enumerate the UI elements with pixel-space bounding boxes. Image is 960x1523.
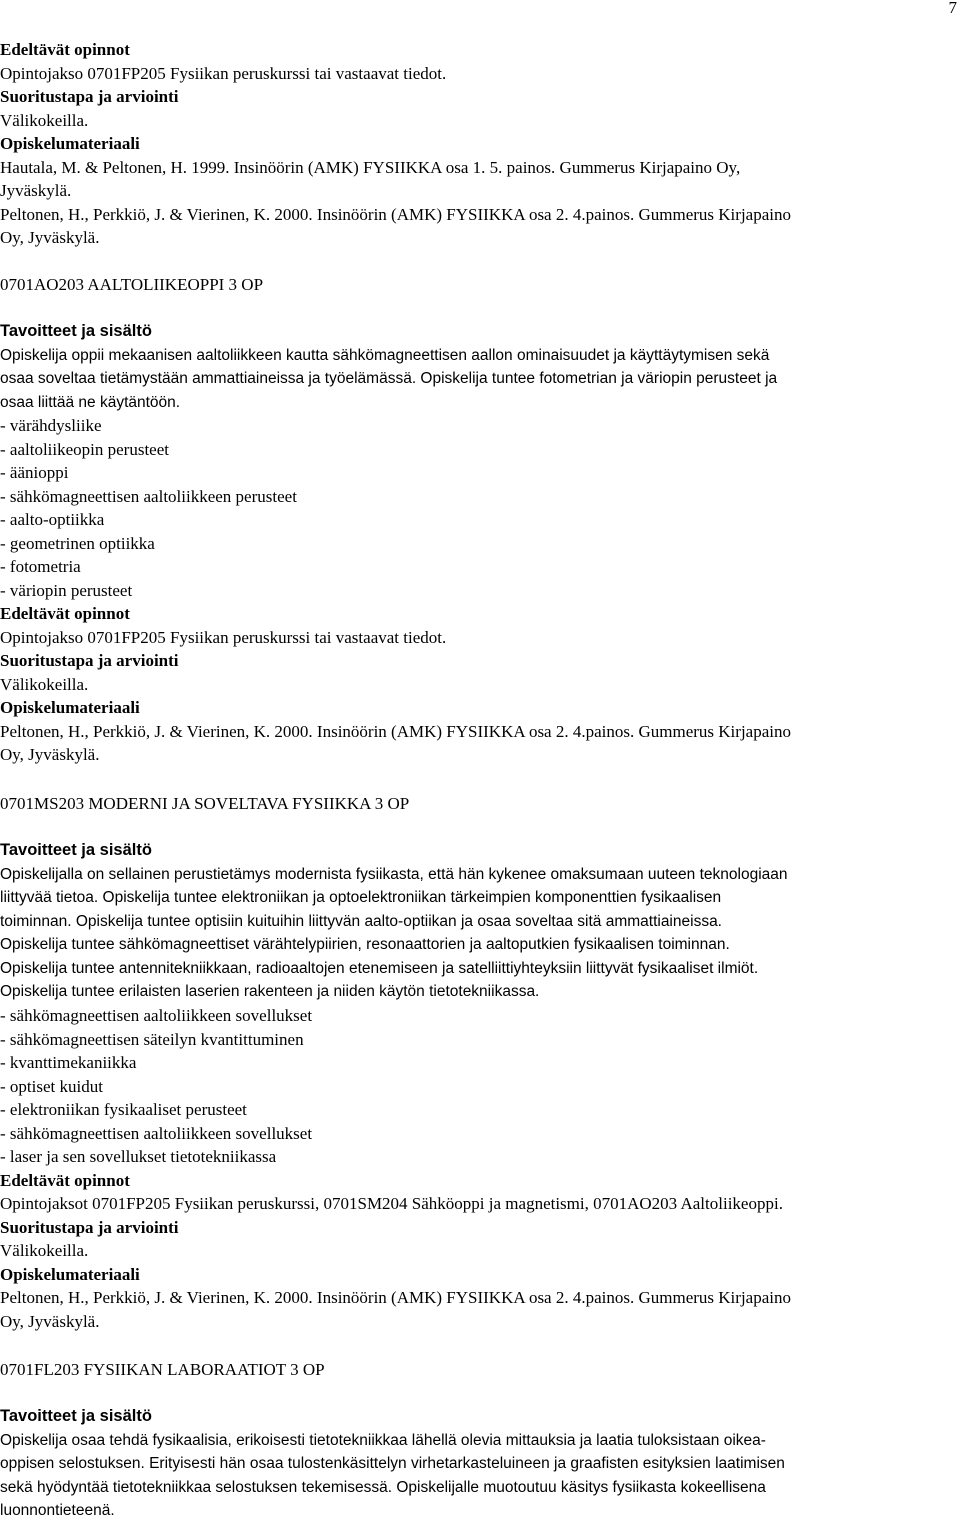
course-aaltoliikeoppi-goals xyxy=(0,320,958,414)
goals-text: oppisen selostuksen. Erityisesti hän osaa tulostenkäsittelyn virhetarkasteluineen ja graafisten esityksien laatimisen xyxy=(0,1455,785,1472)
goals-heading: Tavoitteet ja sisältö xyxy=(0,322,152,340)
list-item: - sähkömagneettisen aaltoliikkeen perusteet xyxy=(0,486,297,506)
material-line: Oy, Jyväskylä. xyxy=(0,228,100,247)
list-item: - optiset kuidut xyxy=(0,1076,103,1096)
material-line: Hautala, M. & Peltonen, H. 1999. Insinöörin (AMK) FYSIIKKA osa 1. 5. painos. Gummerus Kirjapaino Oy, xyxy=(0,157,741,177)
previous-course-tail xyxy=(0,38,958,250)
list-item: - kvanttimekaniikka xyxy=(0,1053,137,1072)
material-line: Jyväskylä. xyxy=(0,181,72,200)
material-line: Peltonen, H., Perkkiö, J. & Vierinen, K. 2000. Insinöörin (AMK) FYSIIKKA osa 2. 4.painos. Gummerus Kirjapaino xyxy=(0,204,791,224)
goals-text: toiminnan. Opiskelija tuntee optisiin kuituihin liittyvän aalto-optiikan ja osaa soveltaa sitä ammattiaineissa. xyxy=(0,912,722,930)
course-title: 0701MS203 MODERNI JA SOVELTAVA FYSIIKKA 3 OP xyxy=(0,794,410,813)
goals-text: sekä hyödyntää tietotekniikkaa selostuksen tekemisessä. Opiskelijalle muotoutuu käsitys fysiikasta kokeellisena xyxy=(0,1478,766,1496)
page-number: 7 xyxy=(948,0,957,17)
goals-text: osaa liittää ne käytäntöön. xyxy=(0,393,181,411)
prereq-text: Opintojakso 0701FP205 Fysiikan peruskurssi tai vastaavat tiedot. xyxy=(0,627,447,647)
material-heading: Opiskelumateriaali xyxy=(0,698,140,717)
course-aaltoliikeoppi xyxy=(0,273,958,297)
goals-text: Opiskelijalla on sellainen perustietämys modernista fysiikasta, että hän kykenee omaksumaan uuteen teknologiaan xyxy=(0,865,788,883)
material-heading: Opiskelumateriaali xyxy=(0,1264,140,1284)
material-line: Peltonen, H., Perkkiö, J. & Vierinen, K. 2000. Insinöörin (AMK) FYSIIKKA osa 2. 4.painos. Gummerus Kirjapaino xyxy=(0,1288,791,1307)
goals-text: Opiskelija oppii mekaanisen aaltoliikkeen kautta sähkömagneettisen aallon ominaisuudet ja käyttäytymisen sekä xyxy=(0,346,770,364)
course-fysiikan-laboraatiot xyxy=(0,1358,958,1382)
list-item: - fotometria xyxy=(0,557,81,576)
assessment-text: Välikokeilla. xyxy=(0,1241,89,1260)
goals-text: osaa soveltaa tietämystään ammattiaineissa ja työelämässä. Opiskelija tuntee fotometrian ja väriopin perusteet ja xyxy=(0,370,778,387)
list-item: - värähdysliike xyxy=(0,416,102,435)
prereq-heading: Edeltävät opinnot xyxy=(0,1170,130,1190)
course-title: 0701FL203 FYSIIKAN LABORAATIOT 3 OP xyxy=(0,1360,325,1379)
goals-text: liittyvää tietoa. Opiskelija tuntee elektroniikan ja optoelektroniikan tärkeimpien komponenttien fysikaalisen xyxy=(0,889,722,906)
course-moderni-fysiikka xyxy=(0,792,958,816)
goals-text: Opiskelija tuntee erilaisten laserien rakenteen ja niiden käytön tietotekniikassa. xyxy=(0,983,540,1000)
list-item: - laser ja sen sovellukset tietotekniikassa xyxy=(0,1147,277,1166)
prereq-heading: Edeltävät opinnot xyxy=(0,604,130,623)
goals-heading: Tavoitteet ja sisältö xyxy=(0,841,152,859)
goals-text: Opiskelija tuntee sähkömagneettiset värähtelypiirien, resonaattorien ja aaltoputkien fysikaalisen toiminnan. xyxy=(0,936,730,953)
list-item: - geometrinen optiikka xyxy=(0,533,155,553)
list-item: - sähkömagneettisen säteilyn kvantittuminen xyxy=(0,1029,304,1049)
course-moderni-fysiikka-body xyxy=(0,1004,958,1333)
assessment-text: Välikokeilla. xyxy=(0,110,89,130)
list-item: - aaltoliikeopin perusteet xyxy=(0,439,169,459)
goals-heading: Tavoitteet ja sisältö xyxy=(0,1407,152,1425)
assessment-heading: Suoritustapa ja arviointi xyxy=(0,1217,179,1237)
material-line: Oy, Jyväskylä. xyxy=(0,1311,100,1331)
material-line: Peltonen, H., Perkkiö, J. & Vierinen, K. 2000. Insinöörin (AMK) FYSIIKKA osa 2. 4.painos. Gummerus Kirjapaino xyxy=(0,721,791,741)
list-item: - elektroniikan fysikaaliset perusteet xyxy=(0,1100,247,1119)
assessment-heading: Suoritustapa ja arviointi xyxy=(0,87,179,106)
prereq-text: Opintojaksot 0701FP205 Fysiikan peruskurssi, 0701SM204 Sähköoppi ja magnetismi, 0701AO203 Aaltoliikeoppi. xyxy=(0,1194,783,1213)
material-line: Oy, Jyväskylä. xyxy=(0,745,100,764)
prereq-text: Opintojakso 0701FP205 Fysiikan peruskurssi tai vastaavat tiedot. xyxy=(0,63,447,83)
assessment-heading: Suoritustapa ja arviointi xyxy=(0,651,179,670)
goals-text: Opiskelija tuntee antennitekniikkaan, radioaaltojen etenemiseen ja satelliittiyhteyksiin liittyvät fysikaaliset ilmiöt. xyxy=(0,959,759,977)
list-item: - väriopin perusteet xyxy=(0,580,133,600)
material-heading: Opiskelumateriaali xyxy=(0,134,140,153)
goals-text: luonnontieteenä. xyxy=(0,1502,115,1519)
list-item: - äänioppi xyxy=(0,463,69,482)
goals-text: Opiskelija osaa tehdä fysikaalisia, erikoisesti tietotekniikkaa lähellä olevia mittauksia ja laatia tuloksistaan oikea- xyxy=(0,1431,766,1449)
list-item: - aalto-optiikka xyxy=(0,510,105,529)
course-fysiikan-laboraatiot-goals xyxy=(0,1405,958,1523)
list-item: - sähkömagneettisen aaltoliikkeen sovellukset xyxy=(0,1006,313,1025)
prereq-heading: Edeltävät opinnot xyxy=(0,40,130,59)
course-title: 0701AO203 AALTOLIIKEOPPI 3 OP xyxy=(0,275,264,294)
course-aaltoliikeoppi-body xyxy=(0,414,958,767)
list-item: - sähkömagneettisen aaltoliikkeen sovellukset xyxy=(0,1123,313,1143)
course-moderni-fysiikka-goals xyxy=(0,839,958,1004)
assessment-text: Välikokeilla. xyxy=(0,674,89,694)
